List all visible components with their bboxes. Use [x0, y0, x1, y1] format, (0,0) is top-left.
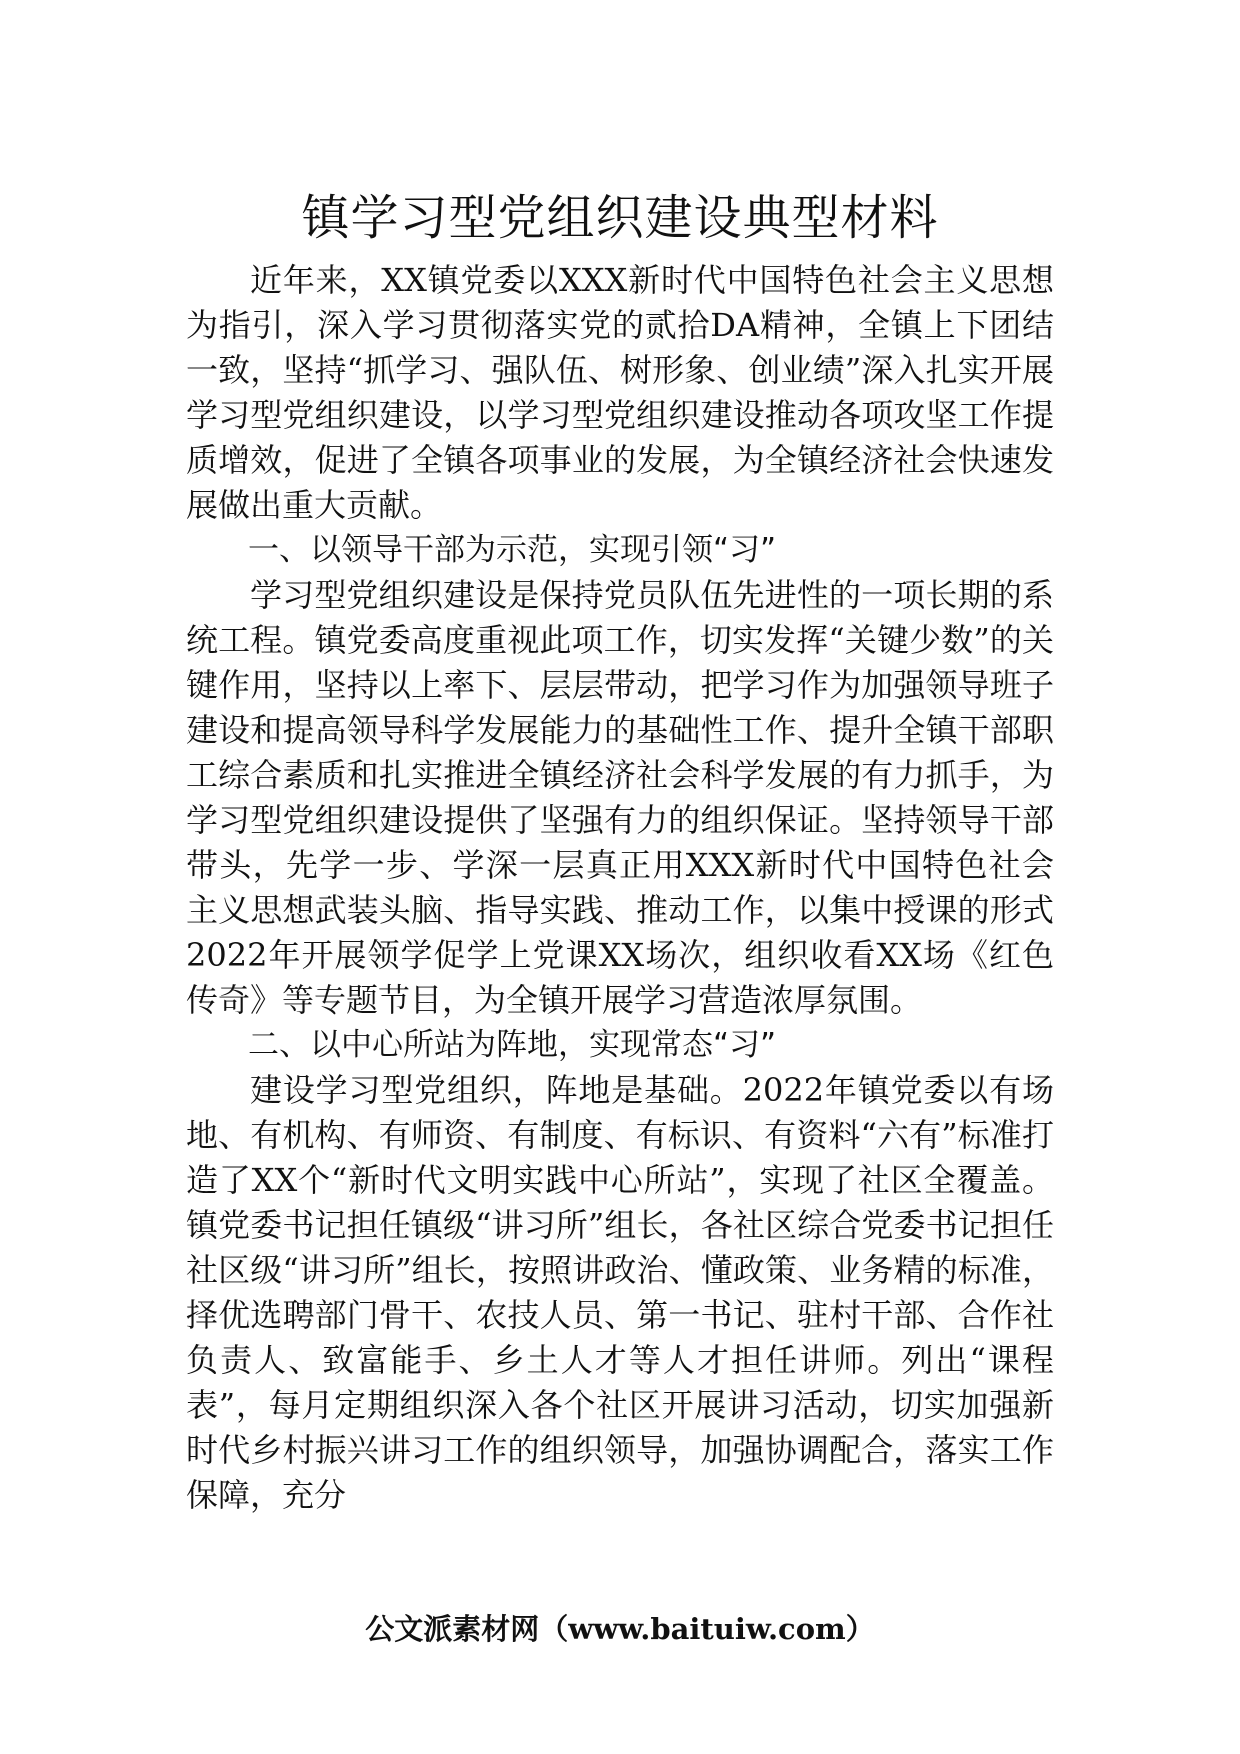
document-body	[186, 258, 1054, 1518]
section-1-paragraph: 学习型党组织建设是保持党员队伍先进性的一项长期的系统工程。镇党委高度重视此项工作，切实发挥“关键少数”的关键作用，坚持以上率下、层层带动，把学习作为加强领导班子建设和提高领导科学发展能力的基础性工作、提升全镇干部职工综合素质和扎实推进全镇经济社会科学发展的有力抓手，为学习型党组织建设提供了坚强有力的组织保证。坚持领导干部带头，先学一步、学深一层真正用XXX新时代中国特色社会主义思想武装头脑、指导实践、推动工作，以集中授课的形式2022年开展领学促学上党课XX场次，组织收看XX场《红色传奇》等专题节目，为全镇开展学习营造浓厚氛围。	[186, 576, 1054, 1019]
document-title: 镇学习型党组织建设典型材料	[301, 190, 939, 246]
section-2-paragraph: 建设学习型党组织，阵地是基础。2022年镇党委以有场地、有机构、有师资、有制度、有标识、有资料“六有”标准打造了XX个“新时代文明实践中心所站”，实现了社区全覆盖。镇党委书记担任镇级“讲习所”组长，各社区综合党委书记担任社区级“讲习所”组长，按照讲政治、懂政策、业务精的标准，择优选聘部门骨干、农技人员、第一书记、驻村干部、合作社负责人、致富能手、乡土人才等人才担任讲师。列出“课程表”，每月定期组织深入各个社区开展讲习活动，切实加强新时代乡村振兴讲习工作的组织领导，加强协调配合，落实工作保障，充分	[186, 1071, 1054, 1514]
intro-paragraph: 近年来，XX镇党委以XXX新时代中国特色社会主义思想为指引，深入学习贯彻落实党的贰拾DA精神，全镇上下团结一致，坚持“抓学习、强队伍、树形象、创业绩”深入扎实开展学习型党组织建设，以学习型党组织建设推动各项攻坚工作提质增效，促进了全镇各项事业的发展，为全镇经济社会快速发展做出重大贡献。	[186, 261, 1054, 524]
footer-watermark-text: 公文派素材网（www.baituiw.com）	[365, 1612, 875, 1646]
section-heading-2: 二、以中心所站为阵地，实现常态“习”	[248, 1027, 777, 1063]
section-heading-1: 一、以领导干部为示范，实现引领“习”	[248, 532, 777, 568]
